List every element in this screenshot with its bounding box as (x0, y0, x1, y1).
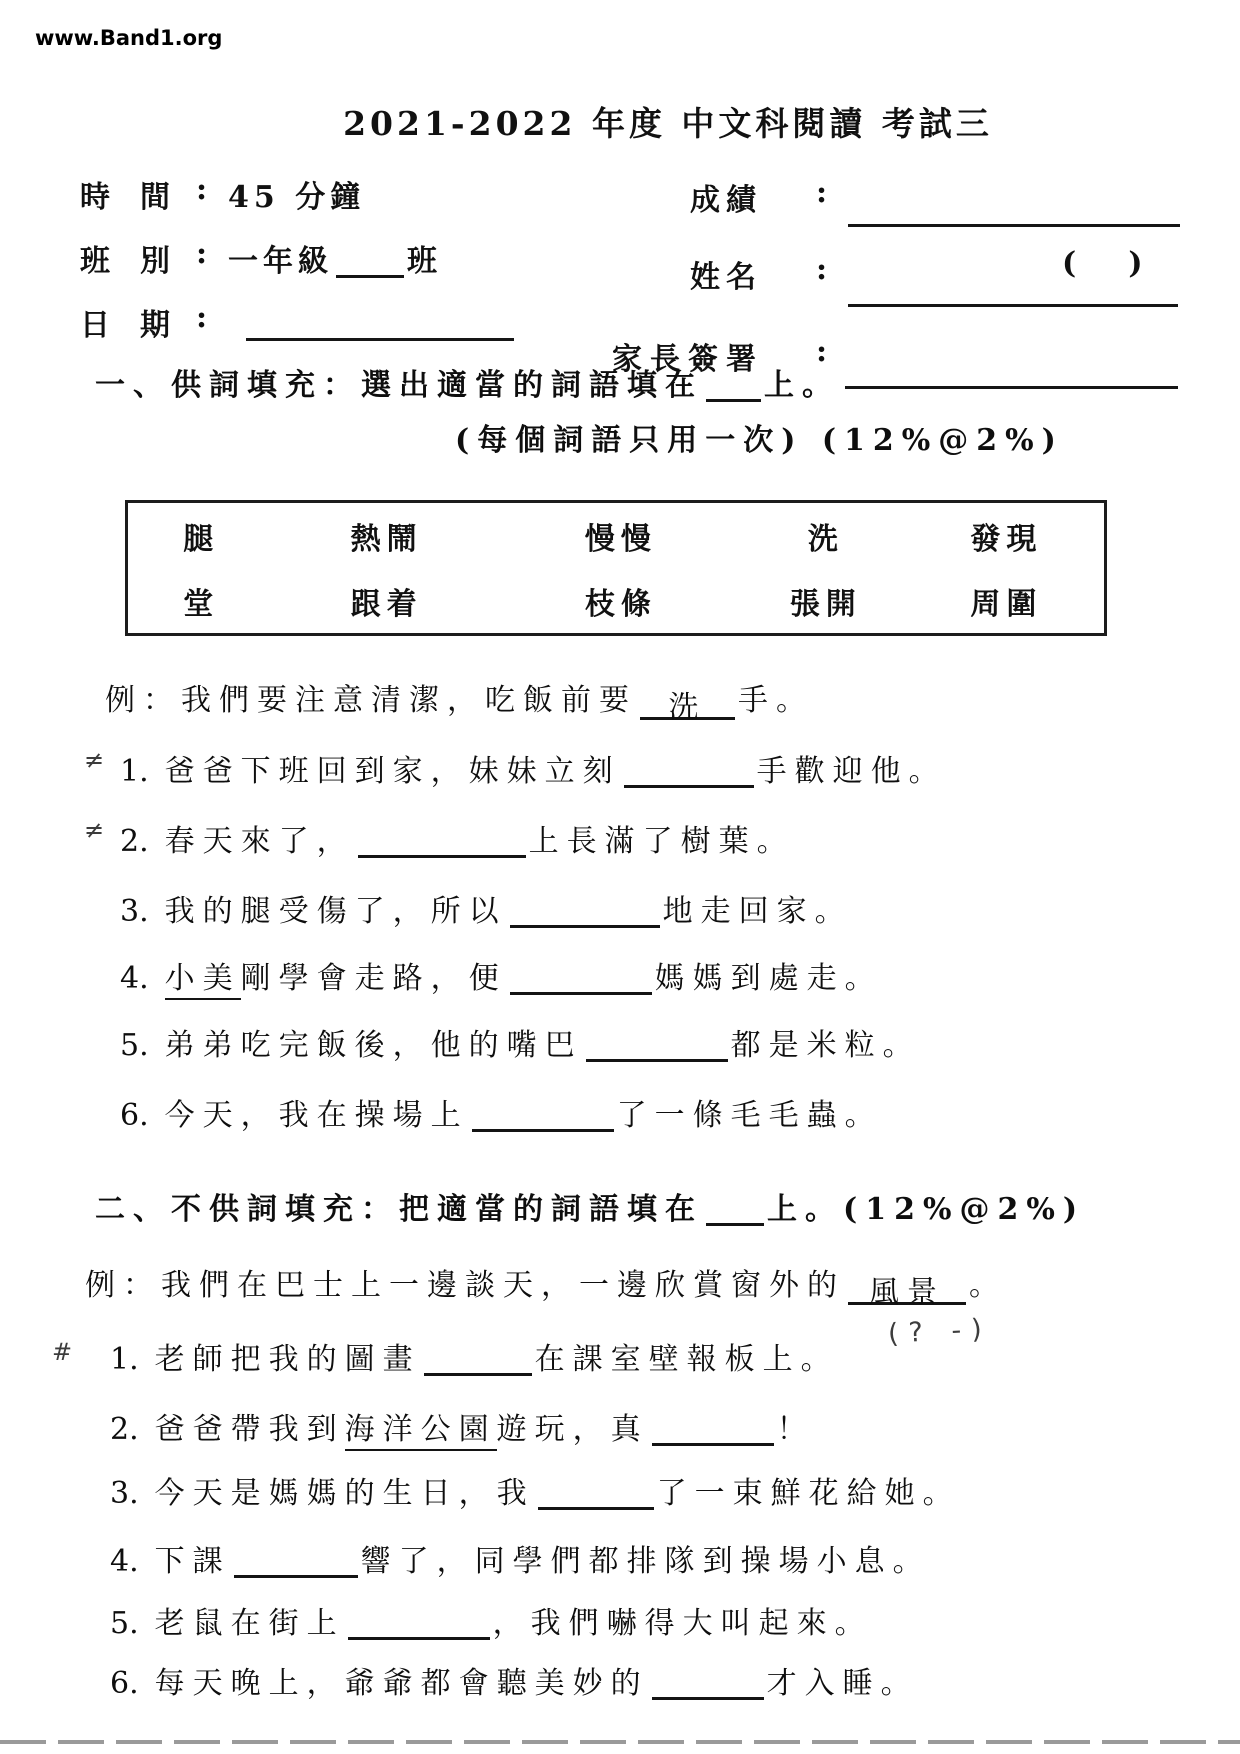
heading2-blank (706, 1193, 764, 1226)
example-post: 手。 (738, 683, 814, 718)
name-label: 姓名 (690, 260, 762, 295)
example-post: 。 (969, 1268, 1007, 1303)
time-label: 時間 (80, 180, 200, 215)
date-label: 日期 (80, 308, 200, 343)
fill-blank (358, 825, 526, 858)
question-number: 4. (110, 1544, 139, 1579)
question-pre: 今天，我在操場上 (164, 1098, 469, 1133)
word-bank-item: 腿 (183, 521, 220, 557)
fill-blank (234, 1545, 358, 1578)
section1-subnote: (每個詞語只用一次) (12%@2%) (455, 423, 1064, 458)
question-pre: 爸爸下班回到家，妹妹立刻 (164, 754, 621, 789)
question-post: 媽媽到處走。 (654, 961, 883, 996)
fill-blank (510, 962, 652, 995)
score-fill-line (848, 224, 1180, 227)
word-bank-item: 發現 (970, 521, 1043, 557)
page-title: 2021-2022 年度 中文科閱讀 考試三 (343, 104, 993, 143)
name-colon: : (816, 252, 828, 287)
question-number: 1. (120, 754, 149, 789)
sign-colon: : (816, 334, 828, 369)
question-post: 才入睡。 (766, 1666, 919, 1701)
question-pre: 剛學會走路，便 (240, 961, 507, 996)
question-pre: 我的腿受傷了，所以 (164, 894, 507, 929)
question-post: ！ (776, 1412, 815, 1447)
fill-blank (510, 895, 660, 928)
score-label: 成績 (690, 183, 762, 218)
word-bank-item: 張開 (789, 586, 862, 622)
question-pre: 每天晚上，爺爺都會聽美妙的 (154, 1666, 649, 1701)
fill-blank (538, 1477, 654, 1510)
question-post: 了一束鮮花給她。 (656, 1476, 961, 1511)
example-answer: 風景 (869, 1275, 945, 1310)
question-pre: 弟弟吃完飯後，他的嘴巴 (164, 1028, 583, 1063)
word-bank-item: 洗 (807, 521, 844, 557)
fill-blank (624, 755, 754, 788)
question-post: 手歡迎他。 (756, 754, 947, 789)
question-number: 5. (120, 1028, 149, 1063)
question-number: 4. (120, 961, 149, 996)
word-bank-item: 慢慢 (584, 521, 657, 557)
question-line (110, 1658, 919, 1702)
handwritten-note: (? -) (887, 1313, 993, 1350)
word-bank-item: 堂 (183, 586, 220, 622)
example-answer-blank (640, 682, 735, 725)
question-pre: 爸爸帶我到 (154, 1412, 345, 1447)
name-fill-line (848, 304, 1178, 307)
question-pre2: 遊玩，真 (496, 1412, 649, 1447)
question-line (120, 1020, 921, 1064)
example-answer-blank (848, 1267, 966, 1310)
question-post: 地走回家。 (662, 894, 853, 929)
class-grade: 一年級 (228, 244, 333, 279)
class-colon: : (196, 236, 208, 271)
question-number: 2. (120, 824, 149, 859)
time-value: 45 分鐘 (228, 180, 366, 215)
question-post: 了一條毛毛蟲。 (616, 1098, 883, 1133)
question-line (84, 816, 795, 860)
question-pre: 春天來了， (164, 824, 355, 859)
question-line (110, 1468, 961, 1512)
page-tear-edge (0, 1740, 1240, 1744)
question-line (110, 1536, 931, 1580)
underlined-word: 小美 (165, 961, 241, 1000)
section2-heading-tail: 上。(12%@2%) (767, 1192, 1086, 1227)
question-number: 3. (120, 894, 149, 929)
fill-blank (472, 1099, 614, 1132)
question-post: 上長滿了樹葉。 (528, 824, 795, 859)
section2-heading-text: 二、不供詞填充：把適當的詞語填在 (95, 1192, 703, 1227)
section1-heading (95, 360, 840, 404)
class-blank (336, 245, 404, 278)
score-colon: : (816, 175, 828, 210)
question-number: 1. (110, 1342, 139, 1377)
question-line (110, 1598, 873, 1642)
parent-sign-label: 家長簽署 (612, 342, 764, 377)
question-line (84, 746, 947, 790)
question-number: 2. (110, 1412, 139, 1447)
pencil-mark: # (52, 1338, 73, 1366)
question-line (52, 1334, 839, 1378)
question-line (110, 1404, 815, 1448)
fill-blank (348, 1607, 490, 1640)
section2-heading (95, 1184, 1085, 1228)
section2-example (85, 1260, 1007, 1310)
question-line (120, 886, 853, 930)
question-post: 都是米粒。 (730, 1028, 921, 1063)
fill-blank (424, 1343, 532, 1376)
question-pre: 下課 (154, 1544, 231, 1579)
section1-heading-tail: 上。 (764, 368, 840, 403)
word-bank-item: 跟着 (350, 586, 423, 622)
example-pre: 例：我們要注意清潔，吃飯前要 (105, 683, 637, 718)
heading1-blank (706, 369, 761, 402)
fill-blank (652, 1413, 774, 1446)
question-line (120, 1090, 883, 1134)
question-post: 響了，同學們都排隊到操場小息。 (360, 1544, 931, 1579)
question-pre: 老師把我的圖畫 (154, 1342, 421, 1377)
time-colon: : (196, 172, 208, 207)
question-post: ，我們嚇得大叫起來。 (492, 1606, 873, 1641)
question-post: 在課室壁報板上。 (534, 1342, 839, 1377)
class-value (228, 236, 442, 280)
date-fill-line (246, 338, 514, 341)
class-suffix: 班 (407, 244, 442, 279)
underlined-word: 海洋公園 (345, 1412, 497, 1451)
section1-heading-text: 一、供詞填充：選出適當的詞語填在 (95, 368, 703, 403)
pencil-mark: ≠ (84, 816, 105, 844)
word-bank-item: 周圍 (970, 586, 1043, 622)
class-label: 班別 (80, 244, 200, 279)
date-colon: : (196, 300, 208, 335)
question-number: 6. (110, 1666, 139, 1701)
question-pre: 老鼠在街上 (154, 1606, 345, 1641)
question-number: 5. (110, 1606, 139, 1641)
question-pre: 今天是媽媽的生日，我 (154, 1476, 535, 1511)
pencil-mark: ≠ (84, 746, 105, 774)
example-pre: 例：我們在巴士上一邊談天，一邊欣賞窗外的 (85, 1268, 845, 1303)
question-number: 3. (110, 1476, 139, 1511)
example-answer: 洗 (668, 690, 707, 725)
watermark-url: www.Band1.org (35, 26, 223, 50)
section1-example (105, 675, 814, 725)
question-number: 6. (120, 1098, 149, 1133)
question-line (120, 953, 883, 997)
word-bank-box (125, 500, 1107, 636)
word-bank-item: 枝條 (584, 586, 657, 622)
fill-blank (652, 1667, 764, 1700)
name-paren: ( ) (1062, 246, 1143, 281)
sign-fill-line (845, 386, 1178, 389)
word-bank-item: 熱鬧 (350, 521, 423, 557)
fill-blank (586, 1029, 728, 1062)
